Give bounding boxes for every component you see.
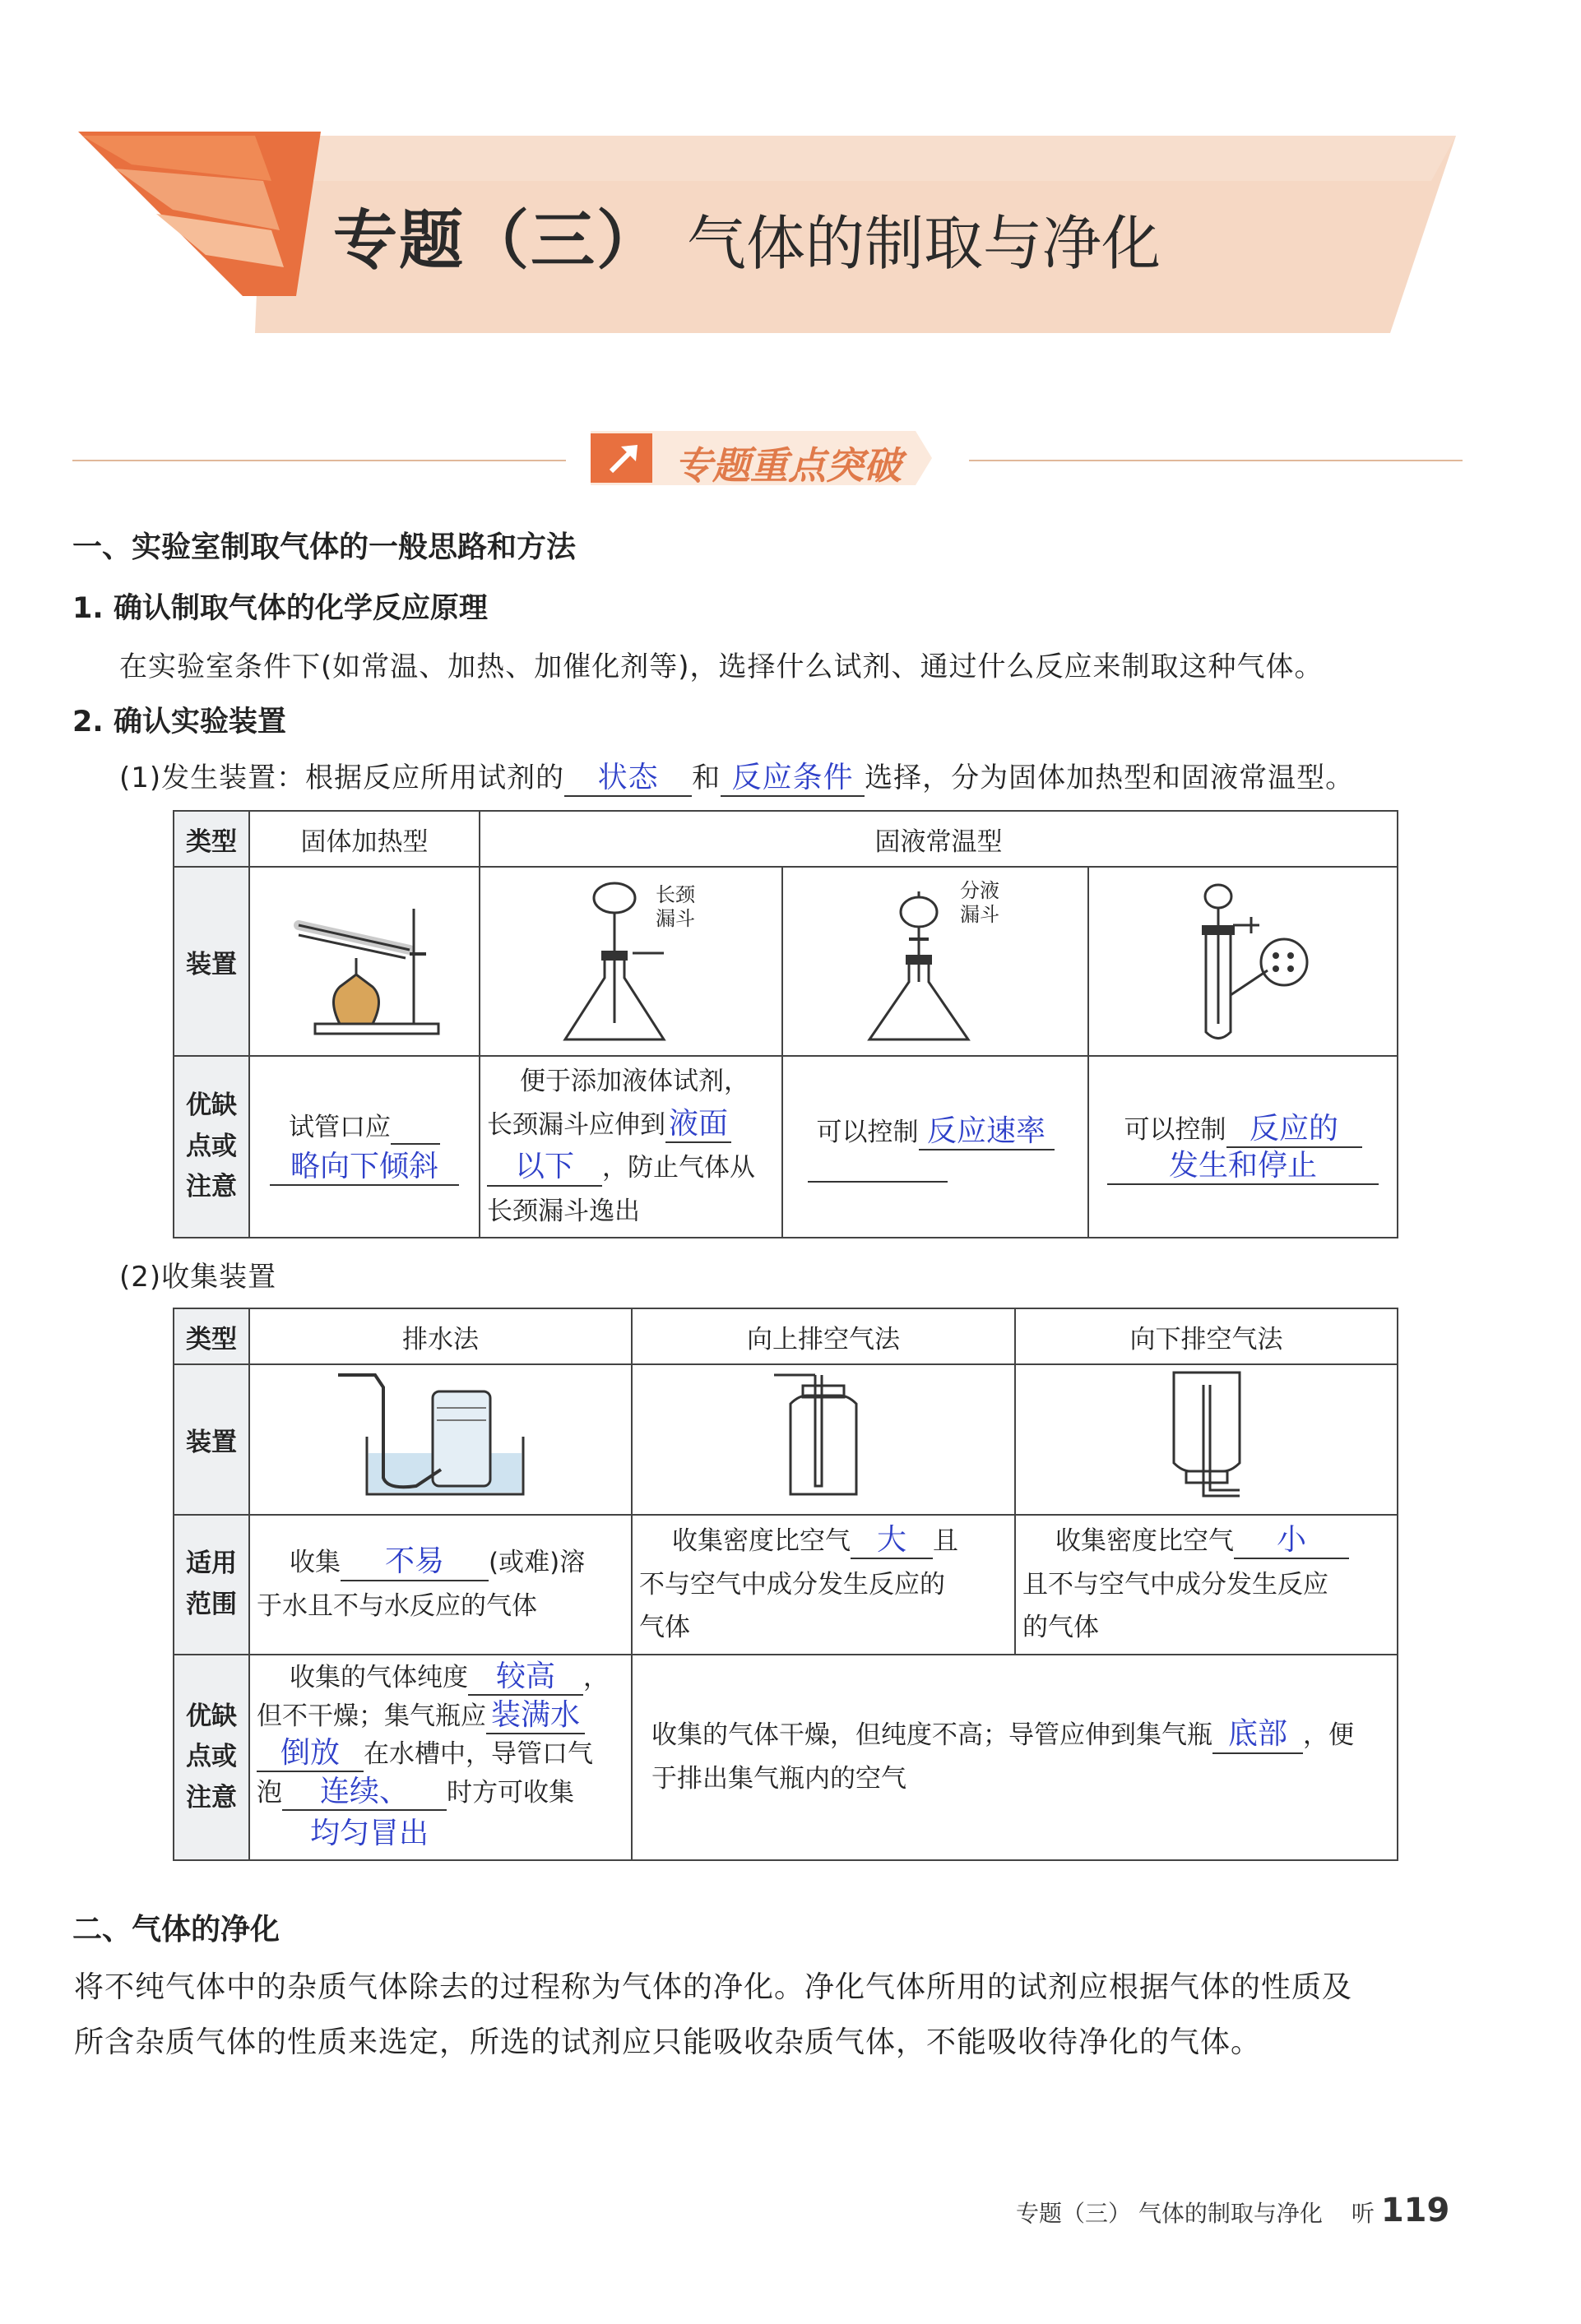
generator-sentence <box>119 755 1354 797</box>
part2-line2: 所含杂质气体的性质来选定，所选的试剂应只能吸收杂质气体，不能吸收待净化的气体。 <box>74 2025 1262 2059</box>
answer-rate: 反应速率 <box>919 1113 1055 1150</box>
s1-mid: (或难)溶 <box>489 1548 586 1578</box>
s2-l3: 气体 <box>639 1613 690 1643</box>
s3-l3: 的气体 <box>1022 1613 1099 1643</box>
t1-note-long-funnel <box>480 1056 782 1238</box>
t2-device-down <box>1015 1364 1398 1515</box>
t1-col-solid: 固体加热型 <box>249 811 480 867</box>
c3-pre: 可以控制 <box>816 1117 919 1147</box>
t2-col-down: 向下排空气法 <box>1015 1308 1398 1364</box>
chapter-subtitle: 气体的制取与净化 <box>687 209 1161 278</box>
t2-col-up: 向上排空气法 <box>632 1308 1015 1364</box>
t2-scope-water <box>249 1515 632 1655</box>
answer-not-easy: 不易 <box>341 1544 489 1581</box>
c2-l2: 长颈漏斗应伸到 <box>487 1109 665 1140</box>
n2-pre: 收集的气体干燥，但纯度不高；导管应伸到集气瓶 <box>651 1720 1212 1751</box>
t2-row-device: 装置 <box>174 1364 249 1515</box>
t1-note-solid <box>249 1056 480 1238</box>
gen-prefix: (1)发生装置：根据反应所用试剂的 <box>119 762 565 794</box>
c2-l4: 长颈漏斗逸出 <box>487 1197 640 1227</box>
t1-col-type: 类型 <box>174 811 249 867</box>
answer-reaction: 反应的 <box>1226 1111 1362 1148</box>
n1-l2: 但不干燥；集气瓶应 <box>257 1701 486 1731</box>
answer-condition: 反应条件 <box>721 760 865 797</box>
gen-mid: 和 <box>692 762 721 794</box>
item1-text: 在实验室条件下(如常温、加热、加催化剂等)，选择什么试剂、通过什么反应来制取这种气体。 <box>119 650 1324 683</box>
collect-label: (2)收集装置 <box>119 1261 277 1294</box>
footer-topic: 专题（三） 气体的制取与净化 <box>1016 2200 1323 2227</box>
c1-pre: 试管口应 <box>289 1112 391 1142</box>
t2-note-air <box>632 1655 1398 1860</box>
answer-fill-water: 装满水 <box>486 1697 585 1734</box>
c2-l1: 便于添加液体试剂， <box>520 1067 749 1096</box>
t1-device-sep-funnel <box>782 867 1088 1056</box>
part2-heading: 二、气体的净化 <box>72 1913 280 1947</box>
generator-table <box>173 810 1398 1238</box>
label-long-funnel: 长颈 漏斗 <box>656 883 695 930</box>
n1-pre: 收集的气体纯度 <box>290 1663 468 1692</box>
answer-bottom: 底部 <box>1212 1716 1303 1753</box>
t2-col-type: 类型 <box>174 1308 249 1364</box>
s2-l2: 不与空气中成分发生反应的 <box>639 1569 945 1599</box>
t1-col-liquid: 固液常温型 <box>480 811 1398 867</box>
t2-row-note: 优缺 点或 注意 <box>174 1655 249 1860</box>
chapter-title: 专题（三） <box>333 204 663 278</box>
s1-pre: 收集 <box>290 1548 341 1578</box>
footer-extra: 听 <box>1351 2200 1375 2227</box>
t2-device-up <box>632 1364 1015 1515</box>
answer-liquid-surface: 液面 <box>665 1106 731 1143</box>
heating-apparatus-icon <box>274 876 455 1040</box>
part2-line1: 将不纯气体中的杂质气体除去的过程称为气体的净化。净化气体所用的试剂应根据气体的性质及 <box>74 1970 1353 2004</box>
n1-l4pre: 泡 <box>257 1777 282 1808</box>
t1-note-control <box>1088 1056 1398 1238</box>
n2-post: ，便 <box>1303 1720 1354 1751</box>
t2-note-water <box>249 1655 632 1860</box>
t2-row-scope: 适用 范围 <box>174 1515 249 1655</box>
answer-tilt: 略向下倾斜 <box>270 1149 459 1186</box>
part1-heading: 一、实验室制取气体的一般思路和方法 <box>72 530 577 564</box>
t1-device-control <box>1088 867 1398 1056</box>
answer-higher: 较高 <box>468 1659 583 1696</box>
s3-l2: 且不与空气中成分发生反应 <box>1022 1569 1328 1599</box>
answer-continuous: 连续、 <box>282 1774 447 1811</box>
s1-l2: 于水且不与水反应的气体 <box>257 1591 537 1621</box>
c2-l3: ，防止气体从 <box>602 1153 755 1183</box>
t1-note-sep-funnel <box>782 1056 1088 1238</box>
answer-evenly: 均匀冒出 <box>310 1817 429 1850</box>
n1-l4post: 时方可收集 <box>447 1777 574 1808</box>
n1-comma: ， <box>583 1663 609 1692</box>
t2-col-water: 排水法 <box>249 1308 632 1364</box>
t1-device-long-funnel <box>480 867 782 1056</box>
arrow-up-right-icon <box>605 440 642 477</box>
answer-below: 以下 <box>487 1149 602 1186</box>
page-footer <box>1016 2192 1449 2229</box>
label-sep-funnel: 分液 漏斗 <box>960 879 999 926</box>
t1-row-device: 装置 <box>174 867 249 1056</box>
answer-greater: 大 <box>851 1522 933 1559</box>
upward-air-displacement-icon <box>758 1371 889 1502</box>
answer-state: 状态 <box>564 760 692 797</box>
downward-air-displacement-icon <box>1141 1368 1273 1504</box>
n1-l3: 在水槽中，导管口气 <box>364 1739 593 1769</box>
section-badge-label: 专题重点突破 <box>675 443 902 488</box>
item2-label: 2. 确认实验装置 <box>72 706 286 738</box>
water-displacement-icon <box>334 1371 548 1502</box>
t2-scope-down <box>1015 1515 1398 1655</box>
t2-scope-up <box>632 1515 1015 1655</box>
t1-row-note: 优缺 点或 注意 <box>174 1056 249 1238</box>
collection-table <box>173 1308 1398 1861</box>
s3-pre: 收集密度比空气 <box>1055 1525 1234 1556</box>
t2-device-water <box>249 1364 632 1515</box>
page-number: 119 <box>1380 2192 1450 2229</box>
start-stop-apparatus-icon <box>1161 872 1325 1044</box>
item1-label: 1. 确认制取气体的化学反应原理 <box>72 592 488 625</box>
c4-pre: 可以控制 <box>1124 1114 1226 1145</box>
n2-l2: 于排出集气瓶内的空气 <box>651 1764 906 1794</box>
s2-post: 且 <box>933 1525 958 1556</box>
t1-device-solid-heating <box>249 867 480 1056</box>
answer-start-stop: 发生和停止 <box>1107 1148 1379 1185</box>
answer-invert: 倒放 <box>257 1735 364 1772</box>
gen-suffix: 选择，分为固体加热型和固液常温型。 <box>865 762 1355 794</box>
answer-smaller: 小 <box>1234 1522 1349 1559</box>
s2-pre: 收集密度比空气 <box>672 1525 851 1556</box>
